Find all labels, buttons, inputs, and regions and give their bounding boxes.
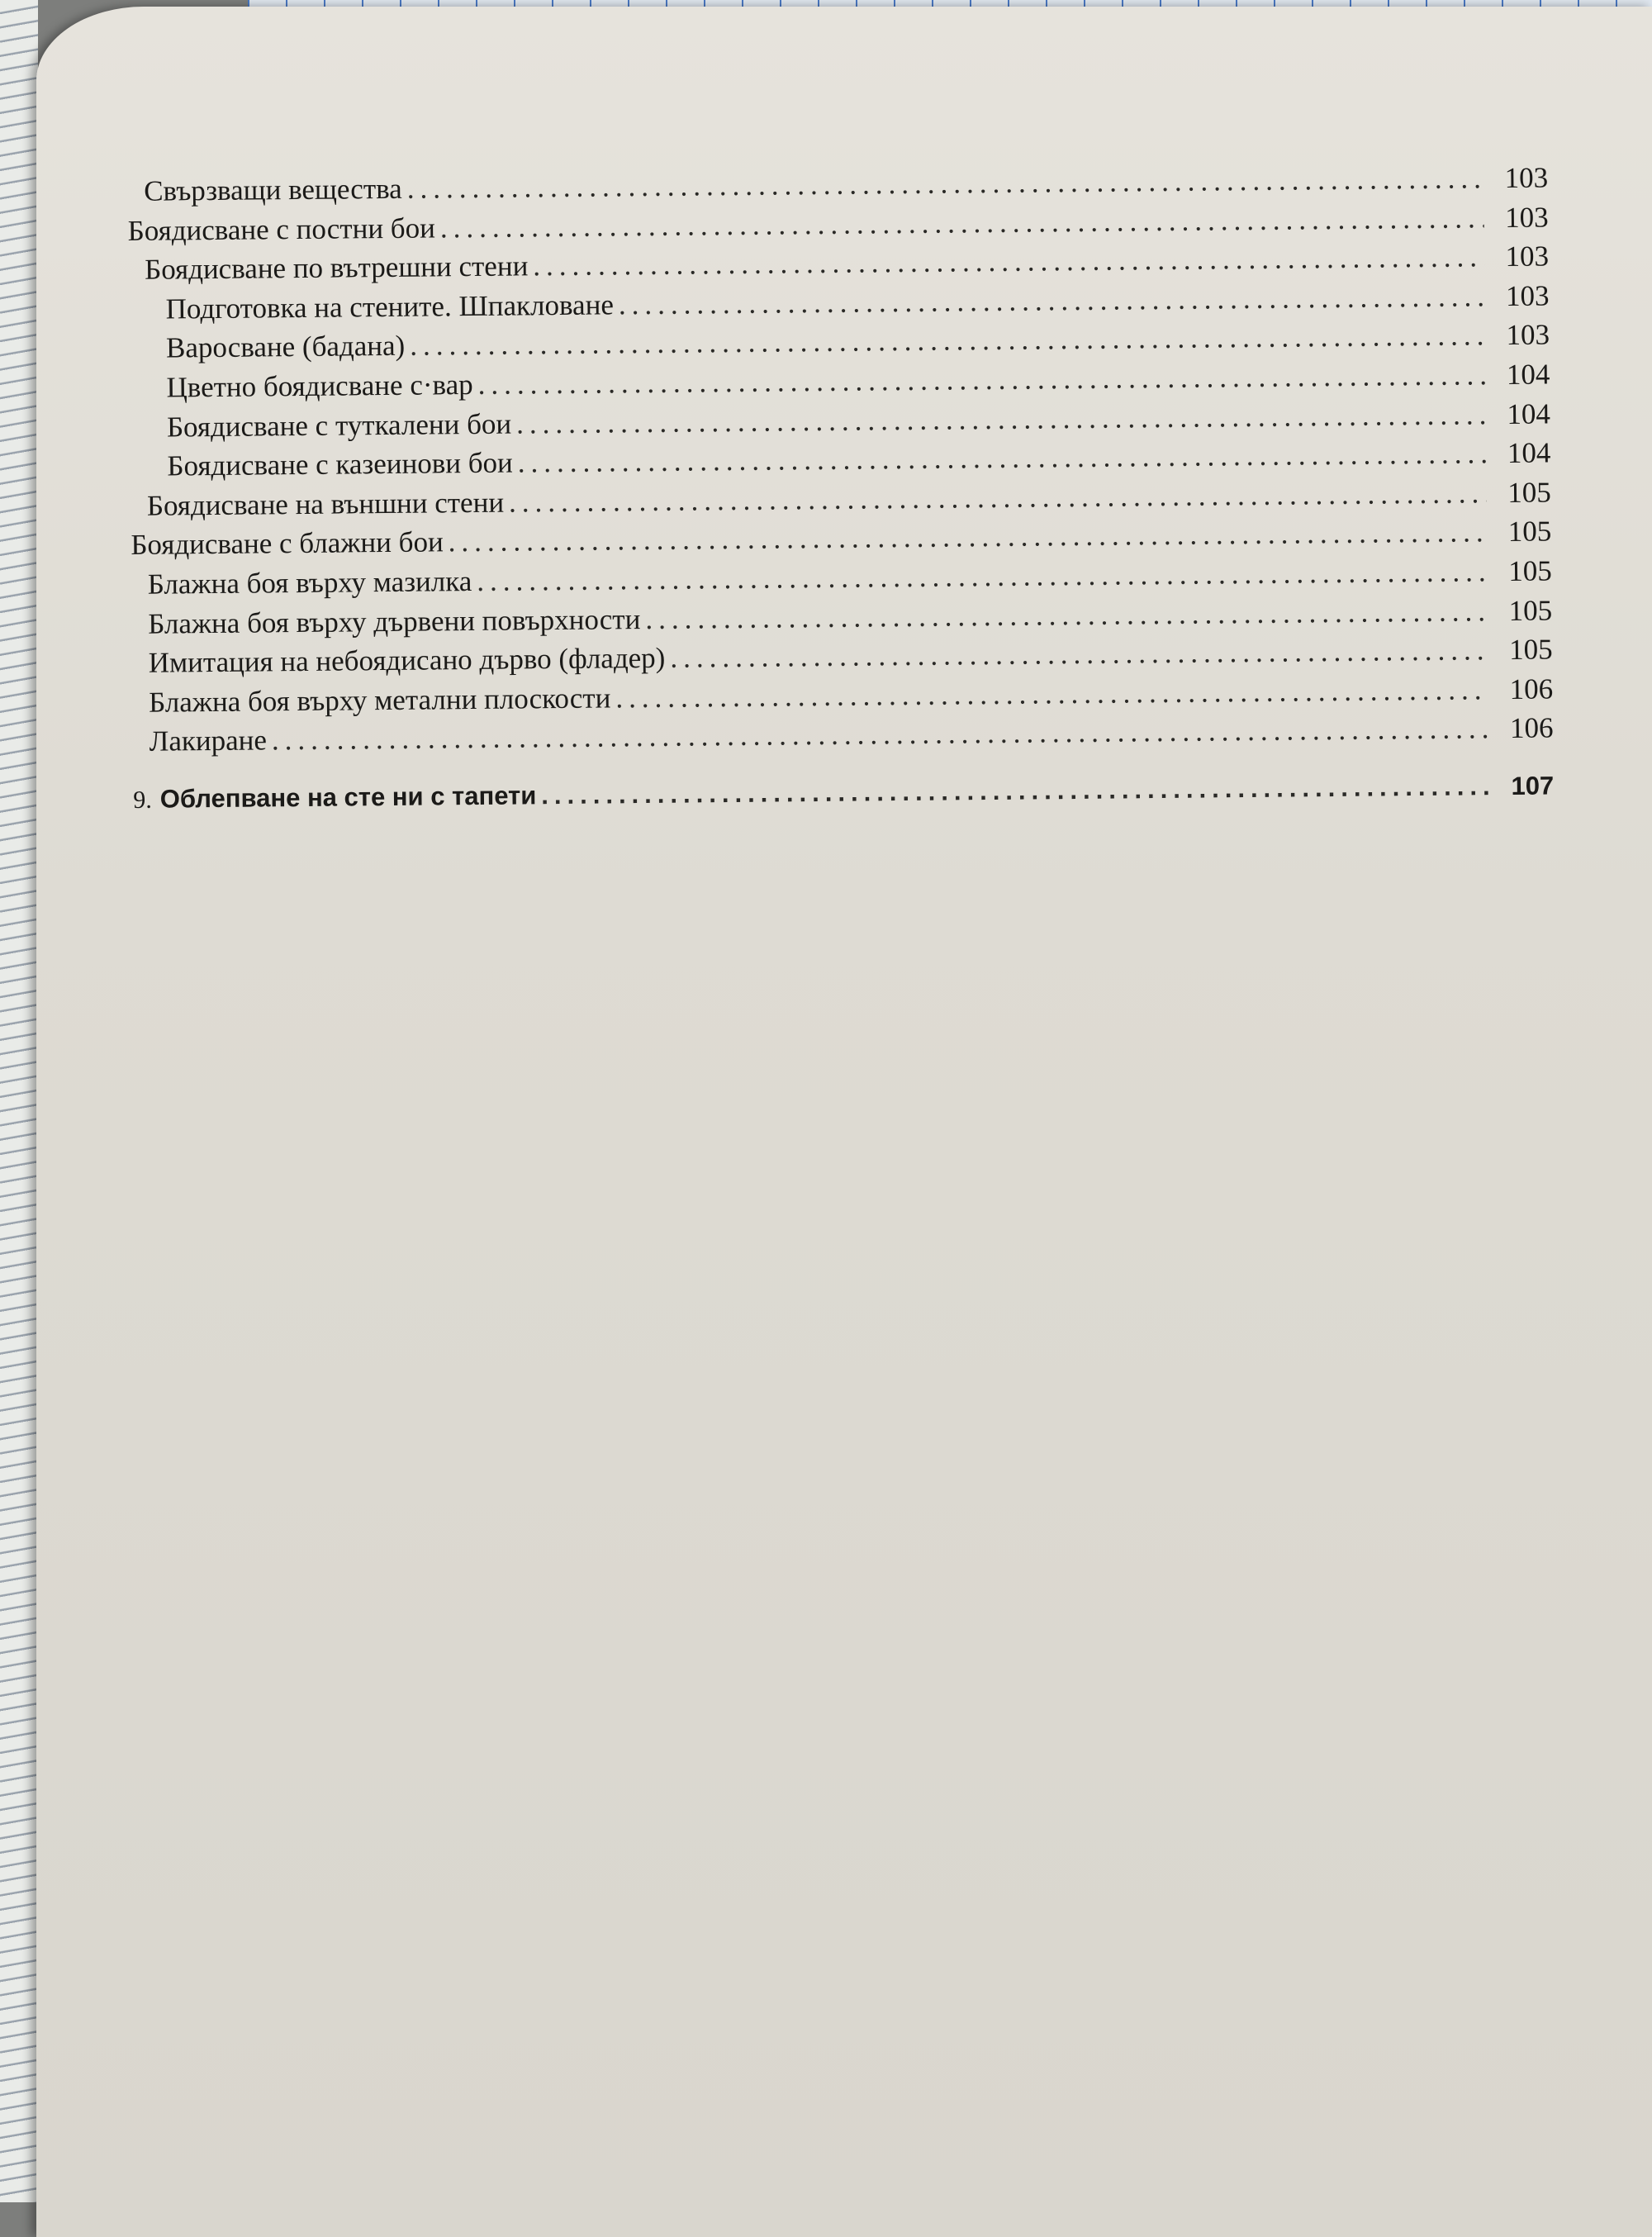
toc-chapter-page: 107 [1511, 771, 1555, 800]
background-notebook-edge [0, 0, 38, 2202]
toc-entry-title: Подготовка на стените. Шпакловане [165, 288, 615, 325]
toc-entry-page: 103 [1505, 240, 1550, 273]
toc-entry-page: 105 [1508, 554, 1552, 587]
toc-entry-title: Боядисване по вътрешни стени [144, 249, 529, 286]
toc-entry-title: Боядисване с постни бои [127, 211, 436, 247]
toc-entry-title: Блажна боя върху метални плоскости [148, 682, 611, 719]
toc-entry-page: 106 [1509, 711, 1554, 745]
toc-entry-page: 104 [1506, 358, 1550, 391]
toc-chapter-title-group [133, 776, 536, 819]
toc-entry-page: 103 [1504, 201, 1549, 234]
table-of-contents [127, 158, 1554, 819]
toc-entry-title: Боядисване на външни стени [146, 486, 505, 522]
faded-imprint-area [763, 1645, 1540, 1655]
toc-entry-page: 105 [1507, 515, 1552, 549]
toc-entry-title: Лакиране [149, 724, 268, 758]
toc-chapter-title: Облепване на сте ни с тапети [159, 781, 537, 814]
toc-entry-page: 104 [1507, 397, 1551, 430]
toc-entry-title: Боядисване с туткалени бои [166, 407, 512, 444]
toc-entry-title: Свързващи вещества [144, 172, 402, 207]
book-page [36, 7, 1652, 2237]
toc-entry-title: Варосване (бадана) [165, 330, 406, 364]
toc-entry-page: 106 [1509, 672, 1554, 705]
toc-entry-title: Боядисване с казеинови бои [167, 446, 513, 482]
toc-entry-page: 105 [1508, 633, 1553, 667]
toc-entry-page: 103 [1505, 279, 1550, 312]
toc-entry-page: 103 [1504, 161, 1549, 194]
toc-entry-page: 104 [1507, 436, 1551, 470]
toc-entry-title: Имитация на небоядисано дърво (фладер) [148, 641, 666, 679]
toc-entry-page: 105 [1507, 476, 1551, 509]
toc-chapter-number: 9. [133, 786, 152, 814]
toc-leader-dots [541, 767, 1489, 815]
toc-chapter-entry [133, 766, 1554, 819]
toc-entries [127, 158, 1554, 761]
toc-entry-page: 103 [1506, 318, 1550, 352]
toc-entry-page: 105 [1508, 593, 1553, 627]
toc-entry-title: Блажна боя върху мазилка [147, 564, 472, 601]
toc-entry-title: Блажна боя върху дървени повърхности [148, 602, 641, 640]
toc-entry-title: Цветно боядисване с·вар [166, 368, 473, 404]
toc-entry-title: Боядисване с блажни бои [131, 525, 444, 562]
